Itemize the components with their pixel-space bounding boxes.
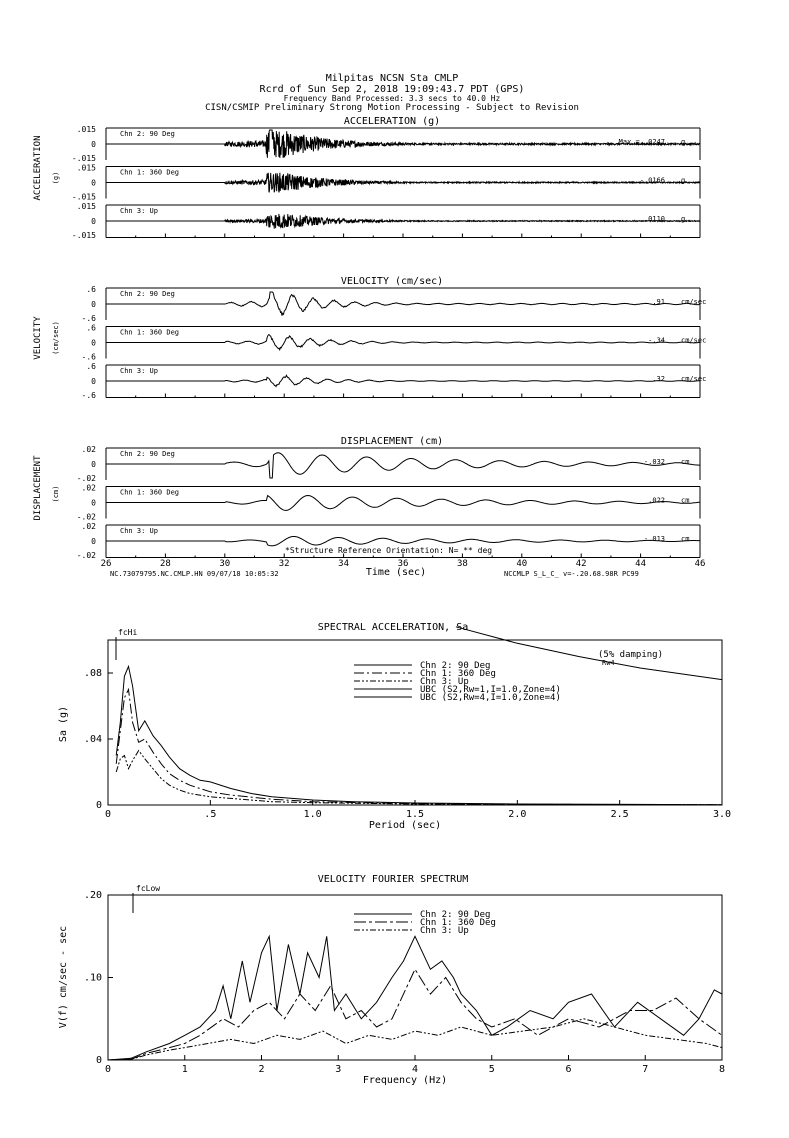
velocity-title: VELOCITY (cm/sec) [340, 276, 444, 287]
y-tick-label: -.6 [81, 391, 96, 400]
acceleration-title: ACCELERATION (g) [343, 116, 441, 127]
channel-label: Chn 1: 360 Deg [120, 328, 180, 337]
sa-xlabel: Period (sec) [368, 820, 442, 831]
x-tick-label: .5 [204, 809, 217, 820]
time-tick-label: 44 [635, 559, 647, 569]
legend-label: Chn 3: Up [420, 926, 469, 936]
channel-label: Chn 1: 360 Deg [120, 488, 180, 497]
y-tick-label: -.015 [71, 154, 96, 163]
time-tick-label: 32 [278, 559, 290, 569]
legend-label: Chn 1: 360 Deg [420, 669, 496, 679]
x-tick-label: 2 [258, 1064, 265, 1075]
waveform-trace [106, 214, 700, 229]
waveform-trace [106, 335, 700, 350]
fchi-marker-label: fcHi [118, 628, 138, 637]
time-tick-label: 42 [575, 559, 587, 569]
y-tick-label: -.015 [71, 192, 96, 202]
velocity-side-label: VELOCITY [33, 316, 43, 360]
y-tick-label: .20 [83, 890, 102, 901]
fourier-xlabel: Frequency (Hz) [362, 1075, 448, 1086]
y-tick-label: .015 [76, 163, 96, 173]
fclow-marker-label: fcLow [136, 884, 161, 893]
sa-title: SPECTRAL ACCELERATION, Sa [317, 622, 469, 633]
channel-label: Chn 3: Up [120, 367, 158, 375]
acceleration-unit-label: (g) [52, 171, 60, 185]
fourier-ylabel: V(f) cm/sec - sec [58, 925, 69, 1029]
y-tick-label: .04 [83, 734, 102, 745]
band-info: Frequency Band Processed: 3.3 secs to 40.0 Hz [283, 94, 501, 103]
y-tick-label: 0 [91, 537, 96, 546]
damping-note: (5% damping) [598, 650, 664, 660]
y-tick-label: .6 [86, 285, 96, 294]
channel-label: Chn 3: Up [120, 527, 158, 535]
peak-unit: cm [681, 535, 690, 543]
x-tick-label: 7 [642, 1064, 649, 1075]
displacement-panel [77, 445, 700, 560]
station-title: Milpitas NCSN Sta CMLP [325, 73, 459, 84]
peak-value: -.013 [643, 535, 665, 543]
orientation-note: *Structure Reference Orientation: N= ** deg [285, 546, 493, 555]
y-tick-label: -.6 [81, 352, 96, 362]
y-tick-label: -.02 [76, 474, 96, 483]
y-tick-label: .6 [86, 323, 96, 333]
y-tick-label: .6 [86, 362, 96, 371]
x-tick-label: 0 [104, 1064, 112, 1075]
y-tick-label: -.6 [81, 314, 96, 323]
peak-unit: cm/sec [681, 375, 707, 383]
legend-label: Chn 3: Up [420, 677, 469, 687]
time-tick-label: 34 [338, 559, 350, 569]
displacement-side-label: DISPLACEMENT [33, 455, 43, 521]
fourier-title: VELOCITY FOURIER SPECTRUM [317, 874, 469, 885]
waveform-trace [106, 173, 700, 193]
time-tick-label: 40 [516, 559, 528, 569]
peak-value: .32 [652, 375, 665, 383]
peak-value: -.032 [643, 458, 665, 466]
file-id: NC.73079795.NC.CMLP.HN 09/07/18 10:05:32 [110, 570, 279, 578]
y-tick-label: -.02 [76, 512, 96, 522]
legend-label: UBC (S2,Rw=4,I=1.0,Zone=4) [420, 693, 561, 703]
time-tick-label: 28 [159, 559, 171, 569]
peak-value: Max = .0247 [618, 138, 665, 146]
processing-id: NCCMLP S_L_C_ v=-.20.68.98R PC99 [504, 570, 639, 578]
velocity-unit-label: (cm/sec) [52, 321, 60, 355]
time-tick-label: 46 [694, 559, 706, 569]
peak-unit: g [681, 215, 686, 223]
x-tick-label: 6 [565, 1064, 572, 1075]
peak-value: .91 [652, 298, 665, 306]
time-tick-label: 26 [100, 559, 112, 569]
y-tick-label: 0 [95, 1055, 102, 1066]
x-tick-label: 2.5 [610, 809, 629, 820]
waveform-trace [106, 130, 700, 158]
time-tick-label: 38 [456, 559, 468, 569]
sa-ylabel: Sa (g) [58, 705, 69, 743]
waveform-trace [106, 537, 700, 546]
acceleration-side-label: ACCELERATION [33, 135, 43, 201]
y-tick-label: 0 [95, 800, 102, 811]
channel-label: Chn 3: Up [120, 207, 158, 215]
peak-value: .022 [648, 496, 665, 505]
y-tick-label: .08 [83, 668, 102, 679]
y-tick-label: 0 [91, 338, 96, 348]
legend-label: Chn 2: 90 Deg [420, 661, 491, 671]
y-tick-label: -.015 [71, 231, 96, 240]
x-tick-label: 5 [488, 1064, 495, 1075]
peak-value: .0110 [643, 215, 665, 223]
y-tick-label: .015 [76, 125, 96, 134]
displacement-unit-label: (cm) [52, 485, 60, 503]
legend-label: Chn 1: 360 Deg [420, 918, 496, 928]
displacement-title: DISPLACEMENT (cm) [340, 436, 444, 447]
waveform-trace [106, 292, 700, 316]
series-line [116, 751, 722, 805]
waveform-trace [106, 375, 700, 386]
record-info: Rcrd of Sun Sep 2, 2018 19:09:43.7 PDT (GPS) [259, 84, 525, 95]
x-tick-label: 1.5 [405, 809, 425, 820]
y-tick-label: .10 [83, 972, 102, 984]
time-axis-label: Time (sec) [365, 567, 427, 578]
y-tick-label: 0 [91, 498, 96, 508]
y-tick-label: .02 [81, 522, 96, 531]
y-tick-label: -.02 [76, 551, 96, 560]
peak-unit: cm [681, 496, 690, 505]
y-tick-label: .02 [81, 445, 96, 454]
legend-label: Chn 2: 90 Deg [420, 910, 491, 920]
y-tick-label: 0 [91, 377, 96, 386]
x-tick-label: 0 [104, 809, 112, 820]
peak-unit: g [681, 138, 686, 146]
y-tick-label: .02 [81, 483, 96, 493]
x-tick-label: 3 [335, 1064, 342, 1075]
channel-label: Chn 2: 90 Deg [120, 290, 175, 298]
y-tick-label: 0 [91, 217, 96, 226]
waveform-trace [106, 496, 700, 511]
peak-unit: g [681, 176, 686, 185]
plot-frame [108, 895, 722, 1060]
series-line [108, 936, 722, 1060]
series-line [116, 690, 722, 805]
x-tick-label: 3.0 [712, 809, 732, 820]
y-tick-label: 0 [91, 300, 96, 309]
peak-unit: cm/sec [681, 336, 707, 345]
peak-unit: cm [681, 458, 690, 466]
acceleration-panel [72, 125, 700, 240]
velocity-panel [82, 285, 707, 400]
y-tick-label: 0 [91, 178, 96, 188]
time-tick-label: 30 [219, 559, 231, 569]
y-tick-label: 0 [91, 460, 96, 469]
processing-note: CISN/CSMIP Preliminary Strong Motion Processing - Subject to Revision [205, 103, 579, 113]
legend-label: UBC (S2,Rw=1,I=1.0,Zone=4) [420, 685, 561, 695]
time-tick-label: 36 [397, 559, 409, 569]
peak-value: -.0166 [639, 176, 665, 185]
x-tick-label: 2.0 [508, 809, 527, 820]
x-tick-label: 4 [411, 1064, 419, 1075]
peak-value: -.34 [648, 336, 665, 345]
series-line [108, 1019, 722, 1060]
peak-unit: cm/sec [681, 298, 707, 306]
waveform-trace [106, 453, 700, 478]
channel-label: Chn 2: 90 Deg [120, 130, 175, 138]
fourier-chart [84, 890, 725, 1075]
channel-label: Chn 2: 90 Deg [120, 450, 175, 458]
y-tick-label: 0 [91, 140, 96, 149]
series-line [108, 969, 722, 1060]
channel-label: Chn 1: 360 Deg [120, 168, 180, 177]
ubc-rw4-label: Rw4 [602, 659, 615, 667]
x-tick-label: 8 [718, 1064, 726, 1075]
x-tick-label: 1 [181, 1064, 188, 1075]
x-tick-label: 1.0 [303, 809, 322, 820]
y-tick-label: .015 [76, 202, 96, 211]
